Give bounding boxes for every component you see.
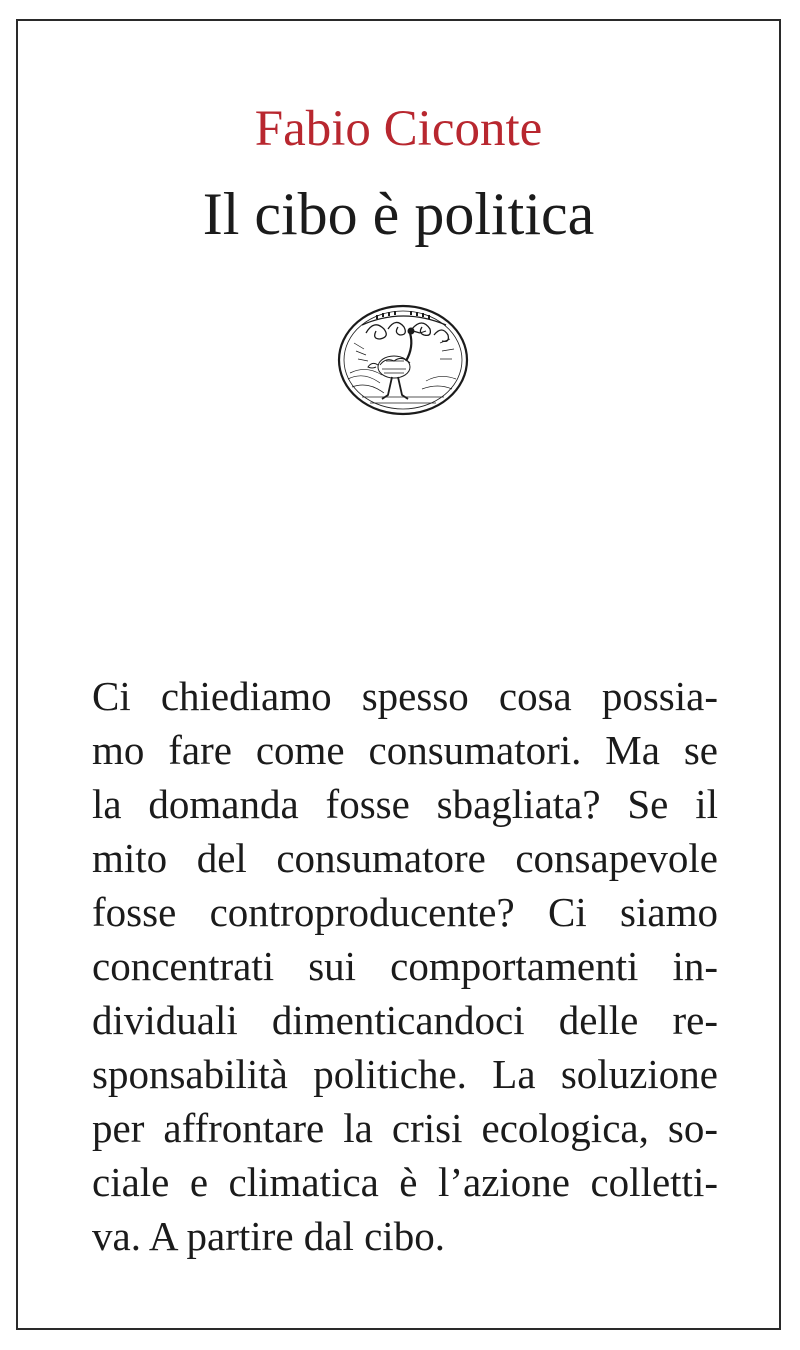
ostrich-emblem-icon [336,303,470,417]
blurb-line: ciale e climatica è l’azione colletti- [92,1159,718,1205]
blurb-line: concentrati sui comportamenti in- [92,943,718,989]
blurb-line: sponsabilità politiche. La soluzione [92,1051,718,1097]
blurb-line: per affrontare la crisi ecologica, so- [92,1105,718,1151]
blurb-line: dividuali dimenticandoci delle re- [92,997,718,1043]
back-blurb [92,669,718,1263]
author-name: Fabio Ciconte [254,101,543,157]
blurb-line: mo fare come consumatori. Ma se [92,727,718,773]
blurb-line: va. A partire dal cibo. [92,1213,445,1259]
book-title: Il cibo è politica [202,181,595,247]
book-cover [16,19,781,1330]
blurb-line: fosse controproducente? Ci siamo [92,889,718,935]
blurb-line: la domanda fosse sbagliata? Se il [92,781,718,827]
blurb-line: mito del consumatore consapevole [92,835,718,881]
blurb-line: Ci chiediamo spesso cosa possia- [92,673,718,719]
